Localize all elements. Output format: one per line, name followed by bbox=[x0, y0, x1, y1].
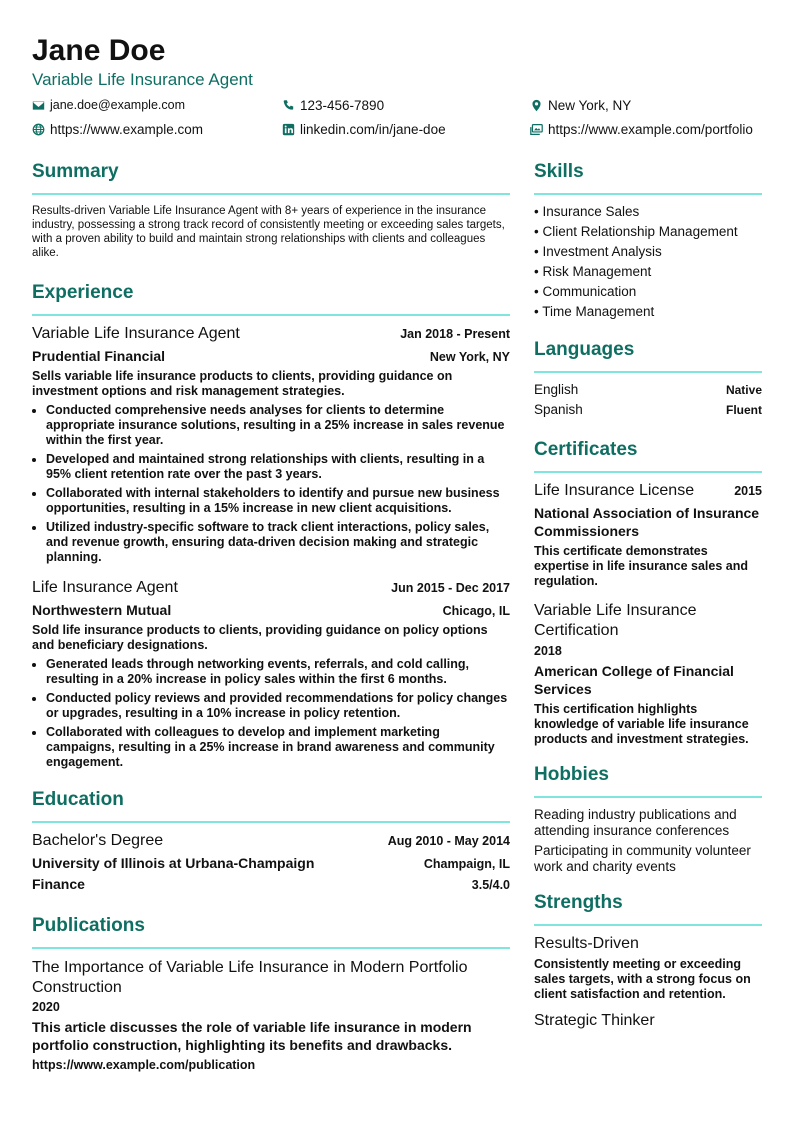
section-divider bbox=[534, 471, 762, 473]
phone-text: 123-456-7890 bbox=[300, 98, 385, 113]
job-location: Chicago, IL bbox=[442, 604, 510, 618]
publication-title: The Importance of Variable Life Insurance in Modern Portfolio Construction bbox=[32, 959, 468, 996]
strength-entry bbox=[534, 935, 762, 1002]
contact-website[interactable] bbox=[32, 122, 203, 137]
section-title-skills: Skills bbox=[534, 161, 584, 182]
language-level: Fluent bbox=[726, 403, 762, 417]
section-divider bbox=[534, 924, 762, 926]
certificate-issuer: American College of Financial Services bbox=[534, 663, 734, 697]
left-column bbox=[32, 160, 510, 1072]
job-description: Sells variable life insurance products to clients, providing guidance on investment options and risk management strategies. bbox=[32, 369, 453, 398]
location-text: New York, NY bbox=[548, 98, 632, 113]
job-dates: Jun 2015 - Dec 2017 bbox=[391, 581, 510, 595]
linkedin-text: linkedin.com/in/jane-doe bbox=[300, 122, 446, 137]
section-title-hobbies: Hobbies bbox=[534, 764, 609, 785]
hobby-item: Reading industry publications and attending insurance conferences bbox=[534, 807, 737, 838]
resume-header bbox=[32, 34, 772, 90]
phone-icon bbox=[282, 99, 295, 112]
job-bullet: • Collaborated with colleagues to develop and implement marketing campaigns, resulting in a 25% increase in brand awareness and community engagement. bbox=[46, 725, 510, 770]
skill-item: • Risk Management bbox=[534, 264, 652, 279]
contact-linkedin[interactable] bbox=[282, 122, 446, 137]
language-name: English bbox=[534, 382, 579, 397]
publications-section bbox=[32, 914, 510, 1072]
portfolio-icon bbox=[530, 123, 543, 136]
education-degree: Bachelor's Degree bbox=[32, 832, 164, 849]
section-divider bbox=[534, 193, 762, 195]
skills-section bbox=[534, 160, 762, 322]
job-bullet: • Conducted policy reviews and provided recommendations for policy changes or upgrades, resulting in a 10% increase in policy retention. bbox=[46, 691, 510, 721]
strengths-section bbox=[534, 891, 762, 1030]
certificate-issuer: National Association of Insurance Commissioners bbox=[534, 505, 760, 539]
job-bullet: • Collaborated with internal stakeholders to identify and pursue new business opportunities, resulting in a 15% increase in new client acquisitions. bbox=[46, 486, 510, 516]
certificate-entry bbox=[534, 601, 762, 747]
language-level: Native bbox=[725, 383, 762, 397]
email-text: jane.doe@example.com bbox=[50, 98, 185, 112]
job-location: New York, NY bbox=[429, 350, 510, 364]
section-divider bbox=[534, 371, 762, 373]
summary-text: Results-driven Variable Life Insurance Agent with 8+ years of experience in the insurance industry, possessing a strong track record of consistently meeting or exceeding sales targets, with a proven ability to build and maintain strong relationships with clients and colleagues alike. bbox=[32, 205, 505, 259]
section-title-education: Education bbox=[32, 789, 124, 810]
section-divider bbox=[32, 821, 510, 823]
job-entry bbox=[32, 579, 510, 770]
section-divider bbox=[32, 314, 510, 316]
section-title-certificates: Certificates bbox=[534, 439, 638, 460]
education-field: Finance bbox=[32, 876, 85, 892]
job-title: Life Insurance Agent bbox=[32, 579, 178, 596]
job-bullet: • Utilized industry-specific software to track client interactions, policy sales, and revenue growth, ensuring data-driven decision making and strategic planning. bbox=[46, 520, 510, 565]
contact-location bbox=[530, 98, 631, 113]
job-entry bbox=[32, 325, 510, 565]
right-column bbox=[534, 160, 762, 1030]
job-company: Northwestern Mutual bbox=[32, 602, 172, 618]
contact-phone[interactable] bbox=[282, 98, 384, 113]
language-item bbox=[534, 380, 762, 400]
email-icon bbox=[32, 99, 45, 112]
education-dates: Aug 2010 - May 2014 bbox=[387, 834, 510, 848]
section-title-experience: Experience bbox=[32, 282, 134, 303]
language-item bbox=[534, 400, 762, 420]
job-title: Variable Life Insurance Agent bbox=[32, 325, 240, 342]
job-company: Prudential Financial bbox=[32, 348, 166, 364]
skill-item: • Investment Analysis bbox=[534, 244, 662, 259]
language-name: Spanish bbox=[534, 402, 583, 417]
education-section bbox=[32, 788, 510, 892]
strength-name: Strategic Thinker bbox=[534, 1012, 655, 1029]
section-title-publications: Publications bbox=[32, 915, 145, 936]
portfolio-text: https://www.example.com/portfolio bbox=[548, 122, 753, 137]
certificate-name: Life Insurance License bbox=[534, 482, 695, 499]
section-divider bbox=[534, 796, 762, 798]
skill-item: • Client Relationship Management bbox=[534, 224, 738, 239]
languages-section bbox=[534, 338, 762, 420]
publication-entry bbox=[32, 958, 510, 1072]
certificate-year: 2018 bbox=[534, 644, 562, 658]
education-gpa: 3.5/4.0 bbox=[471, 878, 510, 892]
certificates-section bbox=[534, 438, 762, 747]
skill-item: • Communication bbox=[534, 284, 637, 299]
publication-year: 2020 bbox=[32, 1000, 60, 1014]
job-bullets bbox=[32, 403, 510, 565]
job-bullet: • Conducted comprehensive needs analyses for clients to determine appropriate insurance solutions, resulting in a 25% increase in sales revenue within the first year. bbox=[46, 403, 510, 448]
candidate-name: Jane Doe bbox=[32, 34, 166, 67]
contact-email[interactable] bbox=[32, 98, 185, 112]
certificate-description: This certificate demonstrates expertise in life insurance sales and regulation. bbox=[534, 544, 748, 588]
section-divider bbox=[32, 947, 510, 949]
education-location: Champaign, IL bbox=[423, 857, 510, 871]
section-divider bbox=[32, 193, 510, 195]
skill-item: • Time Management bbox=[534, 304, 655, 319]
job-description: Sold life insurance products to clients, providing guidance on policy options and beneficiary designations. bbox=[32, 623, 488, 652]
website-text: https://www.example.com bbox=[50, 122, 204, 137]
candidate-title: Variable Life Insurance Agent bbox=[32, 70, 253, 89]
strength-description: Consistently meeting or exceeding sales targets, with a strong focus on client satisfaction and retention. bbox=[534, 957, 751, 1001]
hobby-item: Participating in community volunteer work and charity events bbox=[534, 843, 751, 874]
certificate-entry bbox=[534, 482, 762, 589]
certificate-year: 2015 bbox=[734, 484, 762, 498]
strength-entry bbox=[534, 1012, 762, 1030]
strength-name: Results-Driven bbox=[534, 935, 639, 952]
job-bullet: • Developed and maintained strong relationships with clients, resulting in a 95% client retention rate over the past 3 years. bbox=[46, 452, 510, 482]
certificate-name: Variable Life Insurance Certification bbox=[534, 602, 697, 639]
summary-section bbox=[32, 160, 510, 260]
education-school: University of Illinois at Urbana-Champaign bbox=[32, 855, 315, 871]
certificate-description: This certification highlights knowledge of variable life insurance products and investment strategies. bbox=[534, 702, 749, 746]
section-title-strengths: Strengths bbox=[534, 892, 623, 913]
publication-link[interactable]: https://www.example.com/publication bbox=[32, 1058, 256, 1072]
publication-description: This article discusses the role of variable life insurance in modern portfolio construction, highlighting its benefits and drawbacks. bbox=[32, 1019, 472, 1053]
experience-section bbox=[32, 281, 510, 770]
section-title-summary: Summary bbox=[32, 161, 119, 182]
skill-item: • Insurance Sales bbox=[534, 204, 640, 219]
linkedin-icon bbox=[282, 123, 295, 136]
skills-list bbox=[534, 202, 762, 322]
location-pin-icon bbox=[530, 99, 543, 112]
job-bullets bbox=[32, 657, 510, 770]
globe-icon bbox=[32, 123, 45, 136]
contact-portfolio[interactable] bbox=[530, 122, 753, 137]
section-title-languages: Languages bbox=[534, 339, 635, 360]
hobbies-section bbox=[534, 763, 762, 875]
job-dates: Jan 2018 - Present bbox=[400, 327, 510, 341]
job-bullet: • Generated leads through networking events, referrals, and cold calling, resulting in a 20% increase in policy sales within the first 6 months. bbox=[46, 657, 510, 687]
